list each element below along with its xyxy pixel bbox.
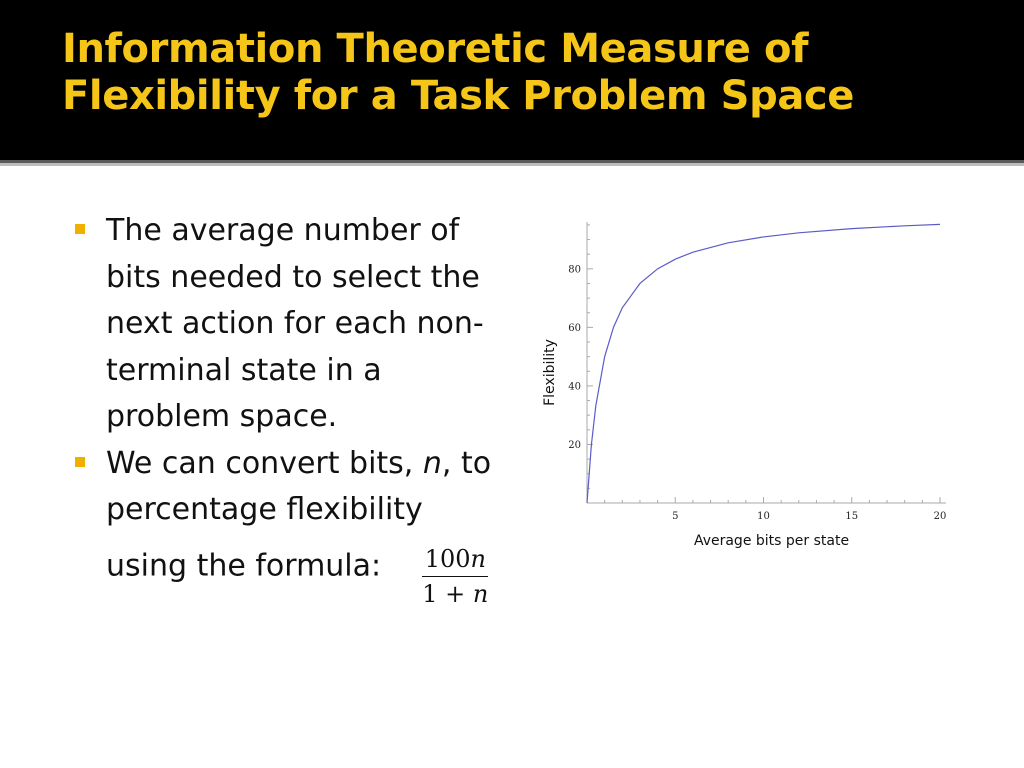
- x-tick-label: 5: [672, 511, 679, 522]
- variable-n: n: [422, 445, 442, 481]
- title-divider-shadow: [0, 163, 1024, 166]
- bullet-item-conversion: [72, 441, 512, 608]
- x-tick-label: 20: [933, 511, 947, 522]
- series-line-0: [587, 224, 940, 503]
- bullet-marker-icon: [75, 224, 85, 234]
- slide-title: Information Theoretic Measure of Flexibility for a Task Problem Space: [62, 26, 854, 119]
- formula-fraction: [421, 544, 490, 610]
- y-axis-label: Flexibility: [542, 339, 558, 406]
- bullet-item-definition: [72, 208, 512, 441]
- y-tick-label: 40: [568, 381, 581, 393]
- formula-denominator: 1 + n: [422, 580, 489, 608]
- y-tick-label: 20: [568, 439, 581, 451]
- y-tick-label: 80: [568, 264, 581, 276]
- bullet-list: [72, 208, 512, 608]
- bullet-text-after: , to percentage flexibility using the formula:: [106, 445, 492, 583]
- plot-layer: [542, 222, 946, 549]
- x-tick-label: 15: [845, 511, 859, 522]
- bullet-text: The average number of bits needed to select the next action for each non-terminal state in a problem space.: [106, 213, 484, 434]
- y-tick-label: 60: [568, 322, 581, 334]
- flexibility-chart: [530, 200, 970, 560]
- x-tick-label: 10: [757, 511, 770, 522]
- x-axis-label: Average bits per state: [693, 533, 850, 549]
- formula-numerator: 100n: [424, 544, 486, 573]
- bullet-marker-icon: [75, 457, 85, 467]
- bullet-text-before: We can convert bits,: [106, 445, 423, 481]
